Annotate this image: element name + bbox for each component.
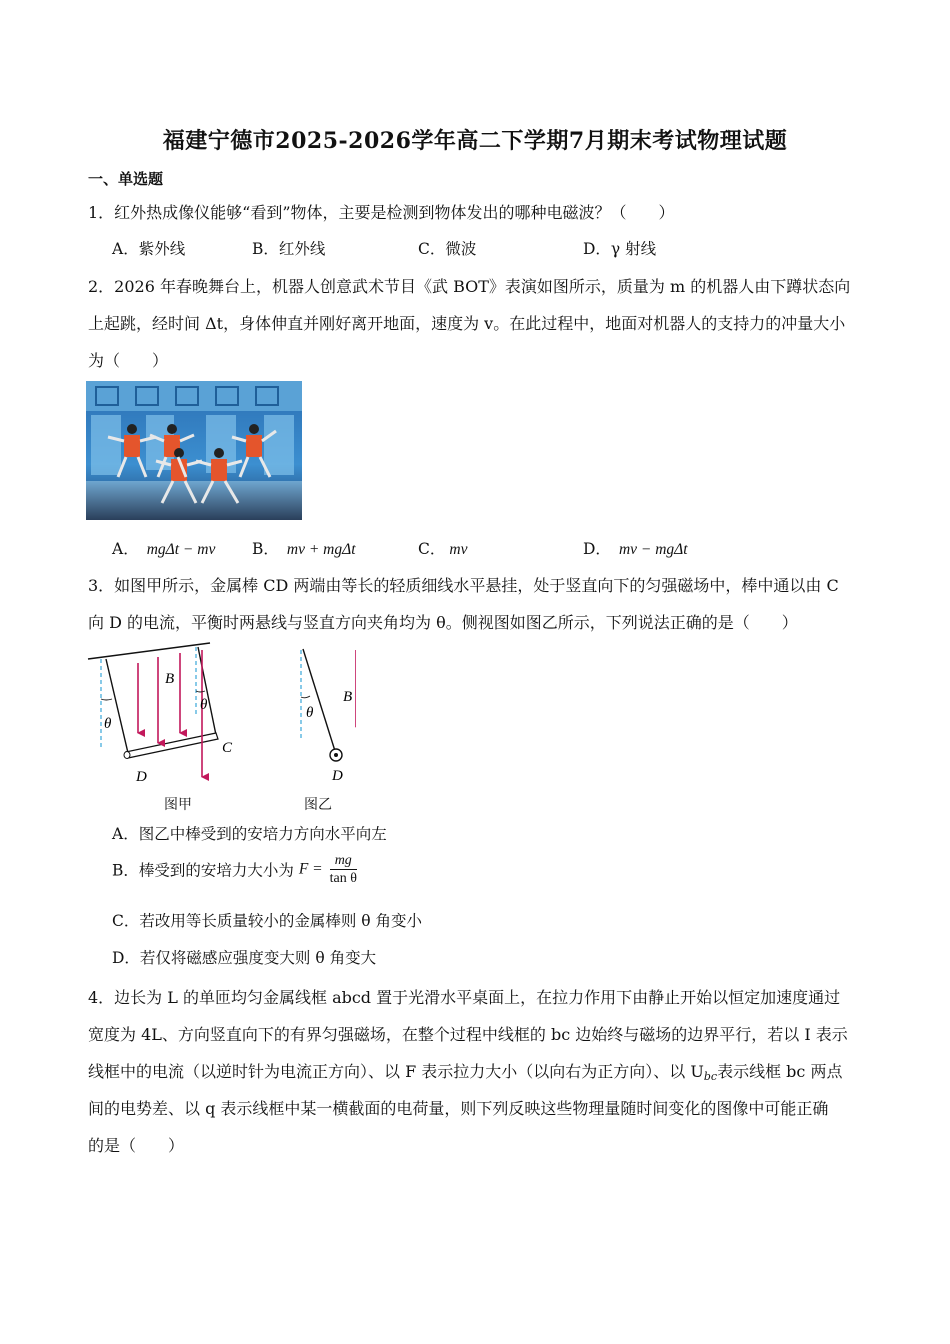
question-2-line-1: 2．2026 年春晚舞台上，机器人创意武术节目《武 BOT》表演如图所示，质量为 m 的机器人由下蹲状态向 — [88, 277, 851, 296]
q4-line-3-part-2: 表示线框 bc 两点 — [717, 1062, 843, 1081]
q4-subscript-bc: bc — [703, 1070, 718, 1083]
page-title: 福建宁德市2025-2026学年高二下学期7月期末考试物理试题 — [162, 128, 788, 154]
fig-jia-label-d: D — [136, 769, 147, 785]
q3-option-c: C．若改用等长质量较小的金属棒则 θ 角变小 — [112, 912, 423, 930]
q2-option-d-label: D． — [583, 540, 611, 558]
caption-jia: 图甲 — [164, 797, 192, 813]
q1-option-a: A．紫外线 — [112, 240, 186, 258]
q1-option-d: D．γ 射线 — [583, 240, 657, 258]
question-4-line-1: 4．边长为 L 的单匝均匀金属线框 abcd 置于光滑水平桌面上，在拉力作用下由静止开始以恒定加速度通过 — [88, 988, 841, 1007]
robot-stage-illustration — [86, 381, 302, 520]
q2-option-a-formula: mgΔt − mv — [146, 541, 216, 558]
figure-jia-yi — [86, 635, 356, 795]
q1-option-b: B．红外线 — [252, 240, 326, 258]
q3-option-d: D．若仅将磁感应强度变大则 θ 角变大 — [112, 949, 377, 967]
q2-option-c-formula: mv — [449, 541, 468, 558]
question-2-line-2: 上起跳，经时间 Δt，身体伸直并刚好离开地面，速度为 v。在此过程中，地面对机器人的支持力的冲量大小 — [88, 314, 846, 333]
question-1-text: 1．红外热成像仪能够“看到”物体，主要是检测到物体发出的哪种电磁波？（ ） — [88, 203, 675, 222]
section-heading: 一、单选题 — [88, 170, 164, 188]
question-4-line-3 — [88, 1059, 842, 1083]
q3-option-b-f: F = — [298, 860, 323, 878]
fig-jia-label-c: C — [222, 740, 233, 756]
q3-option-b-fraction — [330, 852, 357, 887]
question-4-line-4: 间的电势差、以 q 表示线框中某一横截面的电荷量，则下列反映这些物理量随时间变化的图像中可能正确 — [88, 1099, 829, 1118]
q1-option-c: C．微波 — [418, 240, 477, 258]
q3-option-b — [112, 852, 357, 887]
fig-yi-label-b: B — [343, 689, 353, 705]
caption-yi: 图乙 — [304, 797, 332, 813]
fig-jia-label-theta-left: θ — [104, 716, 112, 732]
q2-option-c-label: C． — [418, 540, 446, 558]
fig-yi-label-d: D — [332, 768, 343, 784]
question-4-line-5: 的是（ ） — [88, 1136, 185, 1155]
fig-yi-label-theta: θ — [306, 705, 314, 721]
question-3-line-2: 向 D 的电流，平衡时两悬线与竖直方向夹角均为 θ。侧视图如图乙所示，下列说法正确的是（ ） — [88, 613, 798, 632]
q3-option-a: A．图乙中棒受到的安培力方向水平向左 — [112, 825, 387, 843]
q2-option-b-label: B． — [252, 540, 279, 558]
fig-jia-label-theta-right: θ — [200, 697, 208, 713]
robot-stage-photo — [86, 381, 302, 520]
question-3-line-1: 3．如图甲所示，金属棒 CD 两端由等长的轻质细线水平悬挂，处于竖直向下的匀强磁场中，棒中通以由 C — [88, 576, 839, 595]
fraction-numerator: mg — [330, 852, 357, 870]
q3-option-b-text: B．棒受到的安培力大小为 — [112, 861, 294, 880]
q2-option-b — [252, 537, 356, 559]
q2-option-d-formula: mv − mgΔt — [618, 541, 688, 558]
q4-line-3-part-1: 线框中的电流（以逆时针为电流正方向）、以 F 表示拉力大小（以向右为正方向）、以 U — [88, 1062, 704, 1081]
fraction-denominator: tan θ — [329, 871, 357, 886]
q2-option-c — [418, 537, 467, 559]
fig-jia-label-b: B — [165, 671, 175, 687]
question-4-line-2: 宽度为 4L、方向竖直向下的有界匀强磁场，在整个过程中线框的 bc 边始终与磁场的边界平行，若以 I 表示 — [88, 1025, 848, 1044]
q2-option-a-label: A． — [112, 540, 139, 558]
q2-option-b-formula: mv + mgΔt — [286, 541, 356, 558]
q2-option-a — [112, 537, 215, 559]
question-2-line-3: 为（ ） — [88, 351, 169, 370]
q2-option-d — [583, 537, 688, 559]
